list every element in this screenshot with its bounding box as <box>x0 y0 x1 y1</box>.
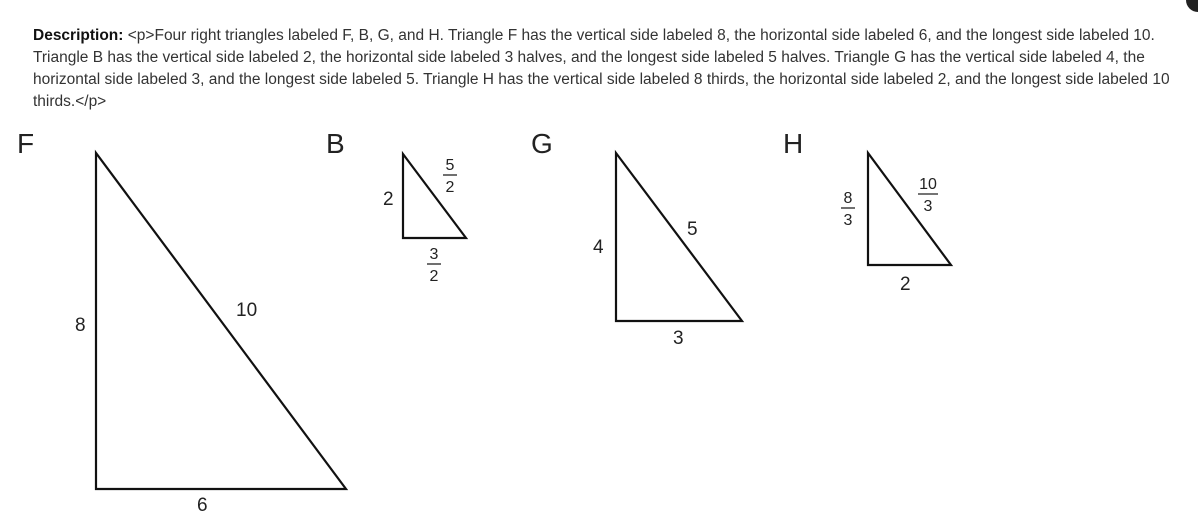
triangle-h-horizontal-label: 2 <box>900 274 911 295</box>
triangle-g-hypotenuse-label: 5 <box>687 219 698 240</box>
triangle-h-vertical-denominator: 3 <box>843 212 853 229</box>
description-label: Description: <box>33 27 124 44</box>
triangle-g-horizontal-label: 3 <box>673 328 684 349</box>
triangle-h-vertical-numerator: 8 <box>843 190 853 207</box>
triangle-b-hypotenuse-denominator: 2 <box>445 179 455 196</box>
triangle-b-vertical-label: 2 <box>383 189 394 210</box>
triangle-f-vertical-label: 8 <box>75 315 86 336</box>
triangle-h-hypotenuse-denominator: 3 <box>923 198 933 215</box>
triangle-b-hypotenuse-numerator: 5 <box>445 157 455 174</box>
triangle-g-vertical-label: 4 <box>593 237 604 258</box>
triangle-h-shape <box>868 153 951 265</box>
triangle-f <box>17 128 346 516</box>
triangle-f-horizontal-label: 6 <box>197 495 208 516</box>
triangle-b-name: B <box>326 128 345 159</box>
triangle-f-shape <box>96 153 346 489</box>
triangle-f-name: F <box>17 128 35 159</box>
triangle-g-name: G <box>531 128 553 159</box>
triangle-h <box>783 128 951 295</box>
triangle-h-hypotenuse-numerator: 10 <box>919 176 937 193</box>
triangle-g-shape <box>616 153 742 321</box>
triangle-g <box>531 128 742 349</box>
triangle-b-horizontal-denominator: 2 <box>429 268 439 285</box>
triangle-b <box>326 128 466 285</box>
triangle-h-name: H <box>783 128 804 159</box>
triangle-b-shape <box>403 154 466 238</box>
triangle-b-horizontal-numerator: 3 <box>429 246 439 263</box>
description-text: <p>Four right triangles labeled F, B, G, and H. Triangle F has the vertical side labeled 8, the horizontal side labeled 6, and the longest side labeled 10. Triangle B has the vertical side labeled 2, the horizontal side labeled 3 halves, and the longest side labeled 5 halves. Triangle G has the vertical side labeled 4, the horizontal side labeled 3, and the longest side labeled 5. Triangle H has the vertical side labeled 8 thirds, the horizontal side labeled 2, and the longest side labeled 10 thirds.</p> <box>33 27 1170 110</box>
triangle-f-hypotenuse-label: 10 <box>236 300 258 321</box>
